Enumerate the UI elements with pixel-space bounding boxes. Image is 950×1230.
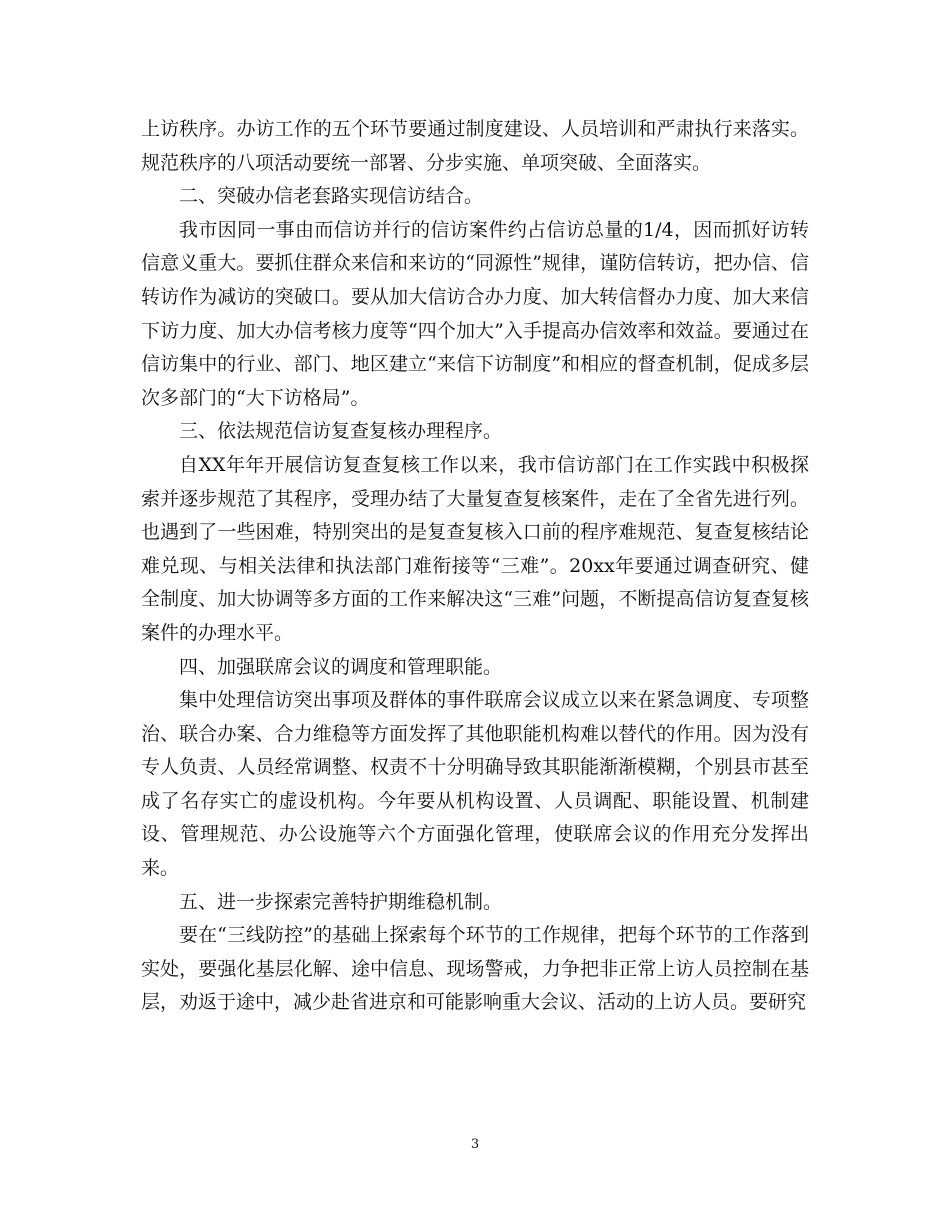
paragraph-5: 要在“三线防控”的基础上探索每个环节的工作规律，把每个环节的工作落到实处，要强化基层化解、途中信息、现场警戒，力争把非正常上访人员控制在基层，劝返于途中，减少赴省进京和可能影响重大会议、活动的上访人员。要研究 (141, 924, 809, 1014)
page-number: 3 (470, 1137, 480, 1152)
section-heading-4: 四、加强联席会议的调度和管理职能。 (179, 655, 503, 678)
paragraph-2: 我市因同一事由而信访并行的信访案件约占信访总量的1/4，因而抓好访转信意义重大。要抓住群众来信和来访的“同源性”规律，谨防信转访，把办信、信转访作为减访的突破口。要从加大信访合办力度、加大转信督办力度、加大来信下访力度、加大办信考核力度等“四个加大”入手提高办信效率和效益。要通过在信访集中的行业、部门、地区建立“来信下访制度”和相应的督查机制，促成多层次多部门的“大下访格局”。 (141, 218, 809, 409)
section-heading-2: 二、突破办信老套路实现信访结合。 (179, 185, 484, 208)
paragraph-1: 上访秩序。办访工作的五个环节要通过制度建设、人员培训和严肃执行来落实。规范秩序的八项活动要统一部署、分步实施、单项突破、全面落实。 (141, 118, 809, 174)
paragraph-3: 自XX年年开展信访复查复核工作以来，我市信访部门在工作实践中积极探索并逐步规范了其程序，受理办结了大量复查复核案件，走在了全省先进行列。也遇到了一些困难，特别突出的是复查复核入口前的程序难规范、复查复核结论难兑现、与相关法律和执法部门难衔接等“三难”。20xx年要通过调查研究、健全制度、加大协调等多方面的工作来解决这“三难”问题，不断提高信访复查复核案件的办理水平。 (141, 453, 809, 644)
section-heading-5: 五、进一步探索完善特护期维稳机制。 (179, 890, 503, 913)
document-body (141, 113, 809, 1020)
paragraph-4: 集中处理信访突出事项及群体的事件联席会议成立以来在紧急调度、专项整治、联合办案、合力维稳等方面发挥了其他职能机构难以替代的作用。因为没有专人负责、人员经常调整、权责不十分明确导致其职能渐渐模糊，个别县市甚至成了名存实亡的虚设机构。今年要从机构设置、人员调配、职能设置、机制建设、管理规范、办公设施等六个方面强化管理，使联席会议的作用充分发挥出来。 (141, 689, 809, 880)
section-heading-3: 三、依法规范信访复查复核办理程序。 (179, 420, 503, 443)
